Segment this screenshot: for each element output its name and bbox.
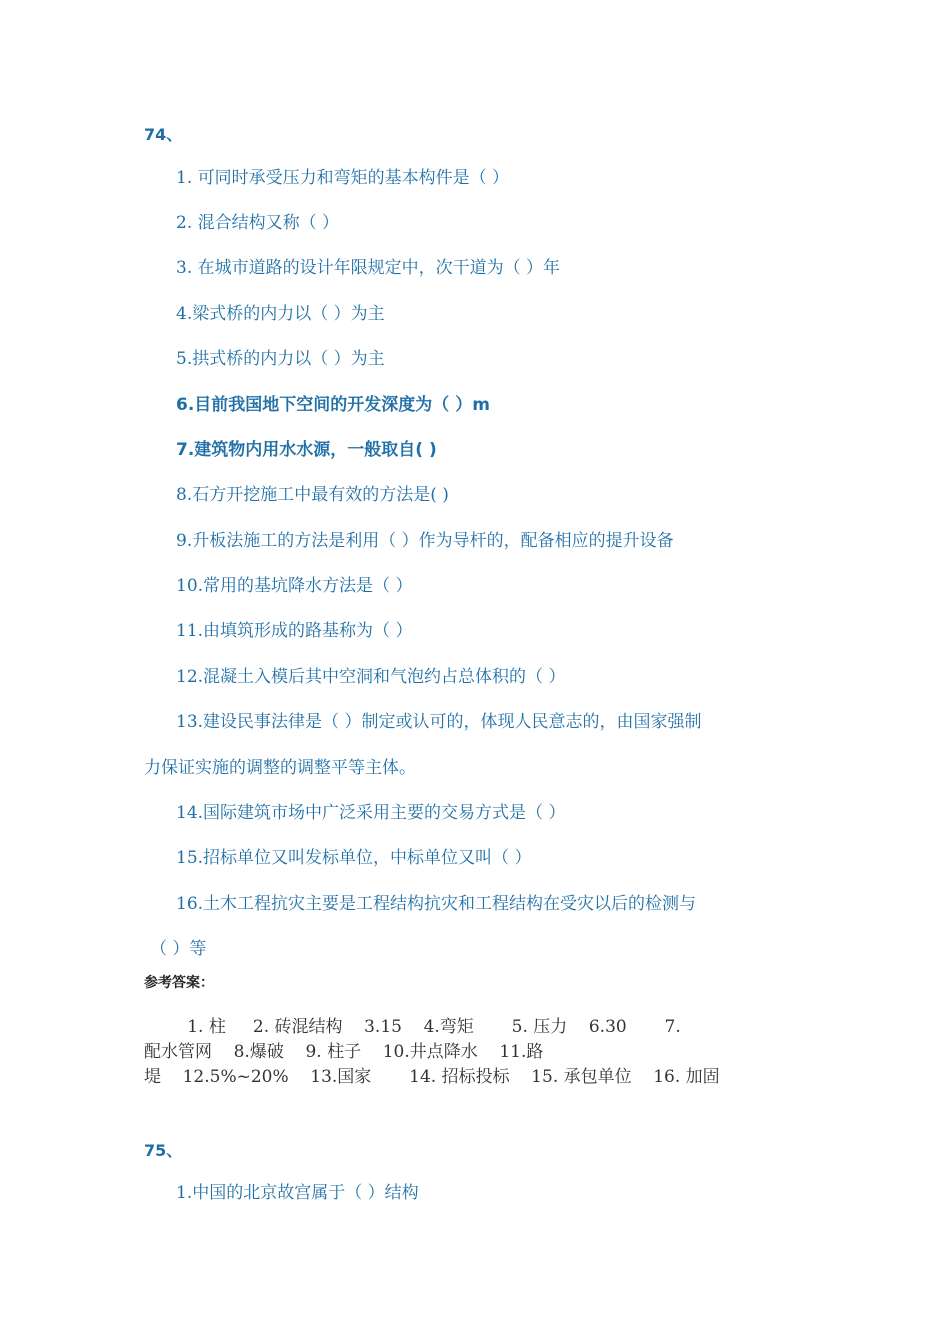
question-74-14: 14.国际建筑市场中广泛采用主要的交易方式是（ ）: [176, 803, 566, 823]
question-74-16-continued: （ ）等: [150, 939, 207, 959]
answers-line: 堤 12.5%~20% 13.国家 14. 招标投标 15. 承包单位 16. 加固: [144, 1067, 720, 1087]
question-74-13: 13.建设民事法律是（ ）制定或认可的，体现人民意志的，由国家强制: [176, 712, 702, 732]
question-74-11: 11.由填筑形成的路基称为（ ）: [176, 621, 413, 641]
question-74-8: 8.石方开挖施工中最有效的方法是( ): [176, 485, 449, 505]
question-74-7: 7.建筑物内用水水源，一般取自( ): [176, 440, 437, 460]
answers-line: 配水管网 8.爆破 9. 柱子 10.井点降水 11.路: [144, 1042, 544, 1062]
question-74-3: 3. 在城市道路的设计年限规定中，次干道为（ ）年: [176, 258, 561, 278]
question-75-1: 1.中国的北京故宫属于（ ）结构: [176, 1183, 419, 1203]
question-74-1: 1. 可同时承受压力和弯矩的基本构件是（ ）: [176, 168, 510, 188]
question-74-10: 10.常用的基坑降水方法是（ ）: [176, 576, 413, 596]
question-74-5: 5.拱式桥的内力以（ ）为主: [176, 349, 385, 369]
reference-answers: [144, 1015, 794, 1090]
question-74-2: 2. 混合结构又称（ ）: [176, 213, 340, 233]
question-74-6: 6.目前我国地下空间的开发深度为（ ）m: [176, 395, 490, 415]
question-74-15: 15.招标单位又叫发标单位，中标单位又叫（ ）: [176, 848, 532, 868]
answers-line: 1. 柱 2. 砖混结构 3.15 4.弯矩 5. 压力 6.30 7.: [144, 1017, 681, 1037]
question-74-9: 9.升板法施工的方法是利用（ ）作为导杆的，配备相应的提升设备: [176, 531, 674, 551]
question-74-4: 4.梁式桥的内力以（ ）为主: [176, 304, 385, 324]
reference-answers-title: 参考答案：: [144, 975, 214, 991]
question-74-13-continued: 力保证实施的调整的调整平等主体。: [144, 758, 416, 778]
question-74-16: 16.土木工程抗灾主要是工程结构抗灾和工程结构在受灾以后的检测与: [176, 894, 697, 914]
question-74-12: 12.混凝土入模后其中空洞和气泡约占总体积的（ ）: [176, 667, 566, 687]
section-74-heading: 74、: [144, 125, 183, 144]
section-75-heading: 75、: [144, 1141, 183, 1160]
